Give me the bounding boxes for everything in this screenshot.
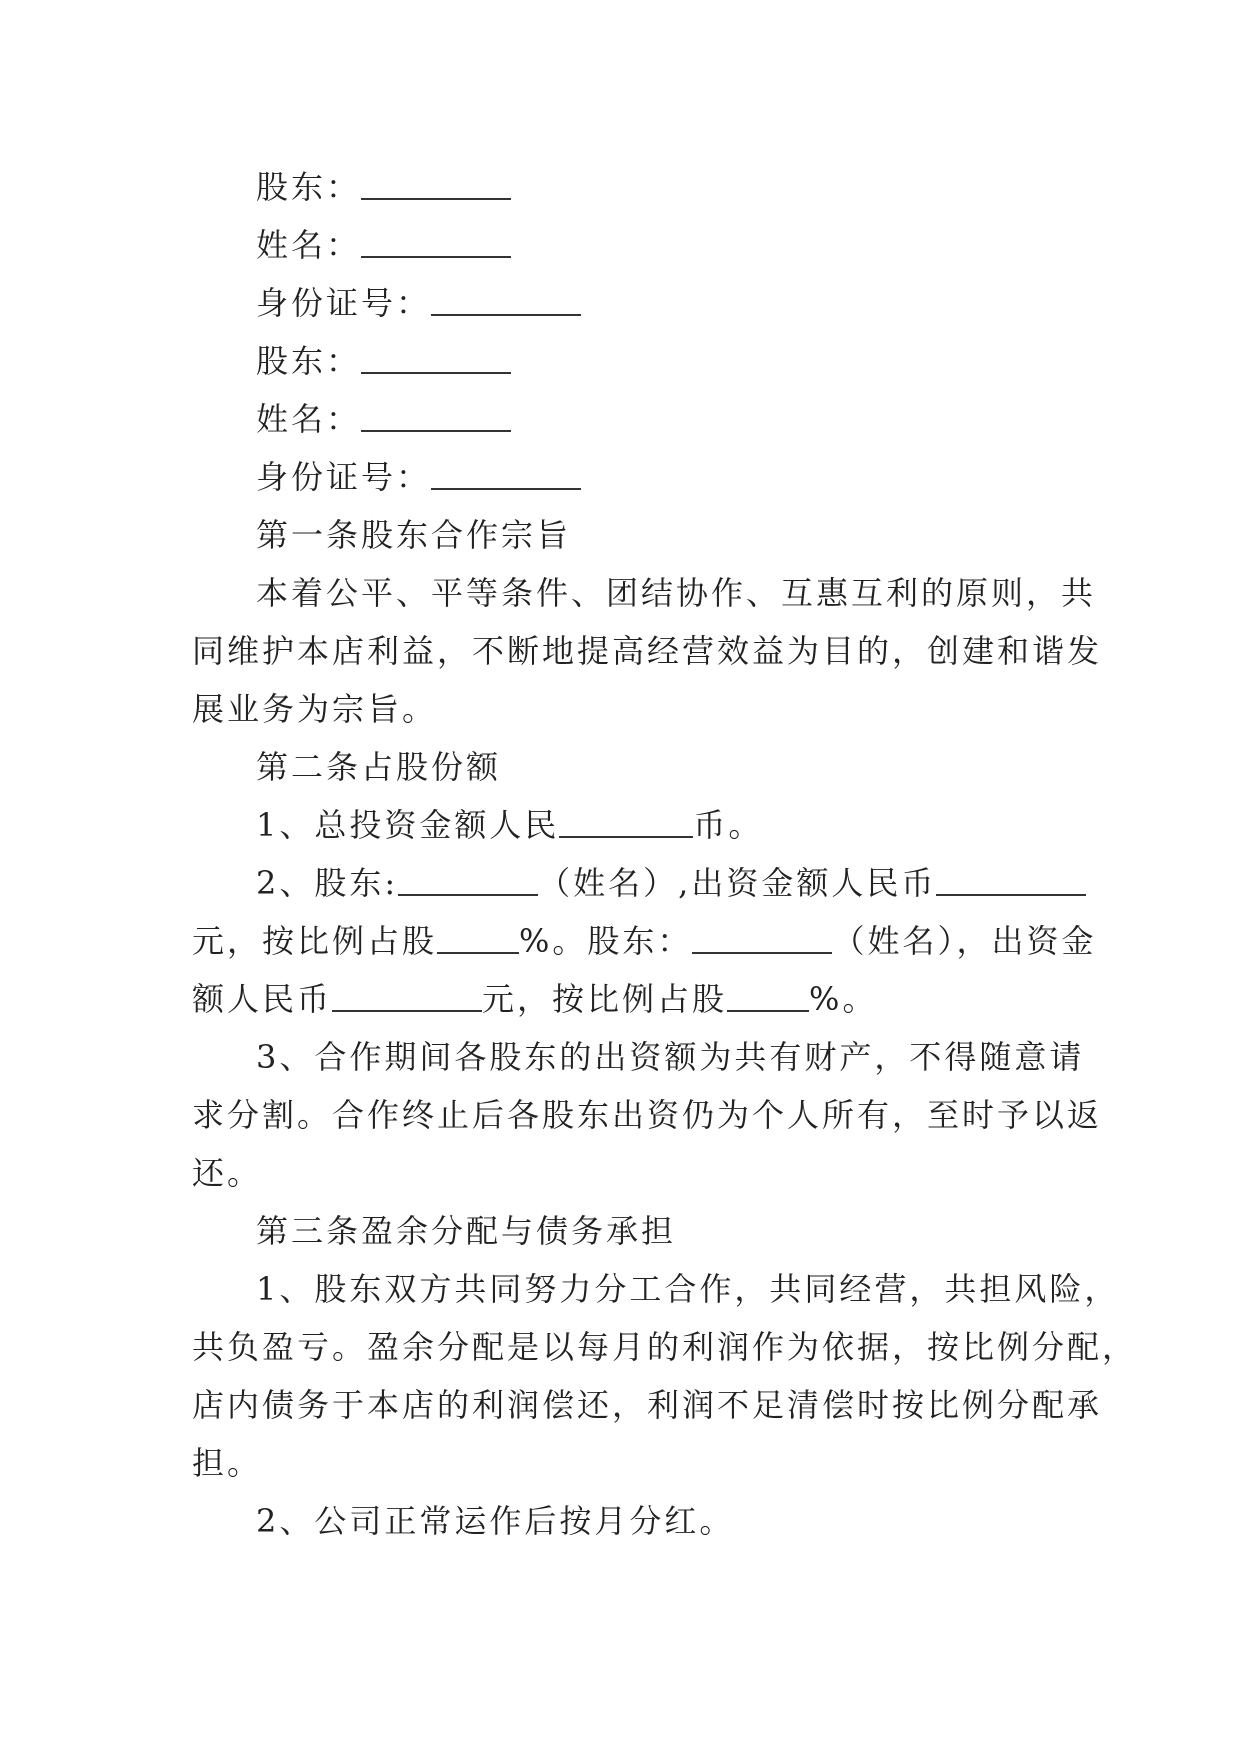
shareholder-1-row [192,158,1052,216]
document-page [192,158,1138,1550]
shareholder-a-name-blank[interactable] [398,864,538,896]
id-label: 身份证号： [256,284,432,322]
item-text: %。 [809,980,878,1018]
article-1-title: 第一条股东合作宗旨 [256,516,572,554]
name-label: 姓名： [256,400,362,438]
shareholder-label: 股东： [256,342,362,380]
article-2-item-1 [192,796,1052,854]
id-1-row [192,274,1052,332]
item-text: 元，按比例占股 [192,922,438,960]
name-2-blank[interactable] [361,400,511,432]
shareholder-b-percent-blank[interactable] [727,980,809,1012]
article-1-para-line: 展业务为宗旨。 [192,690,438,728]
item-text: 1、总投资金额人民 [256,806,560,844]
item-text: 额人民币 [192,980,333,1018]
article-2-item-3-line: 求分割。合作终止后各股东出资仍为个人所有，至时予以返 [192,1096,1103,1134]
shareholder-a-percent-blank[interactable] [437,922,519,954]
article-2-title: 第二条占股份额 [256,748,502,786]
name-2-row [192,390,1052,448]
article-3-item-1-line: 店内债务于本店的利润偿还，利润不足清偿时按比例分配承 [192,1386,1103,1424]
item-text: （姓名），出资金 [832,922,1097,960]
article-2-item-3-line: 3、合作期间各股东的出资额为共有财产，不得随意请 [256,1038,1085,1076]
item-text: %。股东： [519,922,693,960]
article-3-item-1-line: 共负盈亏。盈余分配是以每月的利润作为依据，按比例分配， [192,1328,1138,1366]
article-1-para-line: 本着公平、平等条件、团结协作、互惠互利的原则，共 [256,574,1097,612]
article-2-item-2-line [192,854,1052,912]
article-2-item-2-line [192,912,1097,970]
id-label: 身份证号： [256,458,432,496]
item-text: （姓名）,出资金额人民币 [538,864,937,902]
shareholder-b-amount-blank[interactable] [332,980,482,1012]
article-3-item-1-line: 1、股东双方共同努力分工合作，共同经营，共担风险， [256,1270,1120,1308]
article-3-title: 第三条盈余分配与债务承担 [256,1212,677,1250]
shareholder-a-amount-blank[interactable] [936,864,1086,896]
item-text: 2、股东: [256,864,399,902]
shareholder-1-blank[interactable] [361,168,511,200]
shareholder-2-row [192,332,1052,390]
item-text: 元，按比例占股 [482,980,728,1018]
name-1-row [192,216,1052,274]
shareholder-2-blank[interactable] [361,342,511,374]
article-3-item-2: 2、公司正常运作后按月分红。 [256,1502,735,1540]
article-2-item-3-line: 还。 [192,1154,263,1192]
id-2-blank[interactable] [431,458,581,490]
name-1-blank[interactable] [361,226,511,258]
shareholder-b-name-blank[interactable] [692,922,832,954]
article-2-item-2-line [192,970,1052,1028]
item-text: 币。 [693,806,764,844]
shareholder-label: 股东： [256,168,362,206]
article-3-item-1-line: 担。 [192,1444,263,1482]
id-1-blank[interactable] [431,284,581,316]
name-label: 姓名： [256,226,362,264]
total-investment-blank[interactable] [559,806,693,838]
id-2-row [192,448,1052,506]
article-1-para-line: 同维护本店利益，不断地提高经营效益为目的，创建和谐发 [192,632,1103,670]
